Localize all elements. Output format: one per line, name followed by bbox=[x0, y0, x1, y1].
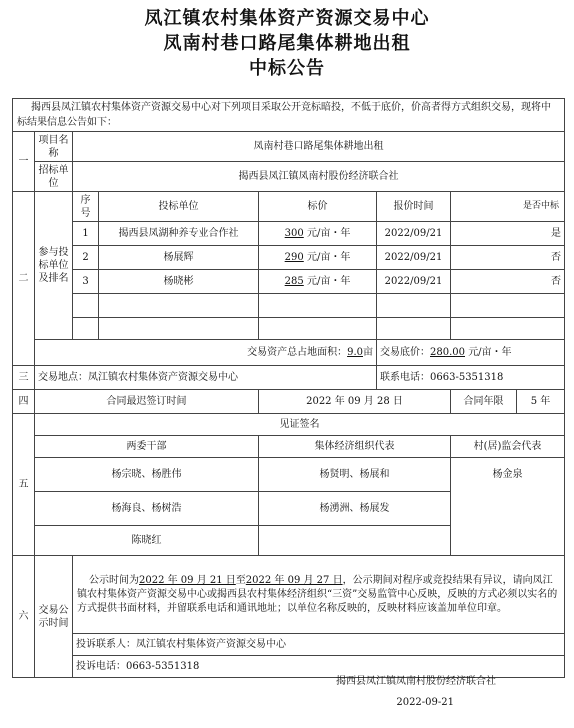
notice-text bbox=[73, 556, 565, 634]
row-3-won: 否 bbox=[451, 270, 565, 294]
row-1-price-value: 300 bbox=[284, 228, 304, 239]
row-2-price-value: 290 bbox=[284, 252, 304, 263]
row-1-price bbox=[259, 222, 377, 246]
row-1-bidder: 揭西县凤湖种养专业合作社 bbox=[99, 222, 259, 246]
witness-header: 见证签名 bbox=[35, 414, 565, 436]
witness-r2-cadres: 杨海良、杨树浩 bbox=[35, 492, 259, 526]
title-line-2: 凤南村巷口路尾集体耕地出租 bbox=[163, 33, 411, 54]
title-line-3: 中标公告 bbox=[249, 58, 325, 79]
header-price: 标价 bbox=[259, 192, 377, 222]
witness-col-collective: 集体经济组织代表 bbox=[259, 436, 451, 458]
row-2-bidder: 杨展辉 bbox=[99, 246, 259, 270]
row-1-seq: 1 bbox=[73, 222, 99, 246]
header-seq: 序号 bbox=[73, 192, 99, 222]
witness-r1-cadres: 杨宗晓、杨胜伟 bbox=[35, 458, 259, 492]
footer-date: 2022-09-21 bbox=[396, 697, 454, 708]
row-3-price-value: 285 bbox=[284, 276, 304, 287]
reserve-unit: 元/亩・年 bbox=[468, 347, 512, 358]
table-row-empty bbox=[13, 294, 565, 318]
row-1-price-unit: 元/亩・年 bbox=[306, 228, 351, 239]
announcement-table bbox=[12, 98, 565, 678]
header-won-text: 是否中标 bbox=[522, 201, 559, 211]
tenderer-value: 揭西县凤江镇凤南村股份经济联合社 bbox=[73, 162, 565, 192]
notice-end-date: 2022 年 09 月 27 日 bbox=[245, 574, 343, 586]
notice-period-label: 交易公示时间 bbox=[35, 556, 73, 678]
row-2-price bbox=[259, 246, 377, 270]
area-cell bbox=[35, 340, 377, 366]
witness-r3-collective bbox=[259, 526, 451, 556]
reserve-value: 280.00 bbox=[430, 347, 465, 358]
section-5-number: 五 bbox=[13, 414, 35, 556]
deadline-label: 合同最迟签订时间 bbox=[35, 390, 259, 414]
row-1-date: 2022/09/21 bbox=[377, 222, 451, 246]
reserve-cell bbox=[377, 340, 565, 366]
complaint-phone: 投诉电话：0663-5351318 bbox=[73, 656, 565, 678]
witness-r1-supervisory: 杨金泉 bbox=[451, 458, 565, 556]
footer-signature: 揭西县凤江镇凤南村股份经济联合社 bbox=[336, 676, 496, 687]
location: 交易地点：凤江镇农村集体资产资源交易中心 bbox=[35, 366, 377, 390]
witness-col-supervisory: 村(居)监会代表 bbox=[451, 436, 565, 458]
header-won bbox=[451, 192, 565, 222]
term-value: 5 年 bbox=[517, 390, 565, 414]
section-4-number: 四 bbox=[13, 390, 35, 414]
area-label: 交易资产总占地面积： bbox=[247, 347, 348, 358]
table-row-empty bbox=[13, 318, 565, 340]
row-2-price-unit: 元/亩・年 bbox=[306, 252, 351, 263]
row-3-date: 2022/09/21 bbox=[377, 270, 451, 294]
notice-pre: 公示时间为 bbox=[89, 574, 139, 586]
row-3-bidder: 杨晓彬 bbox=[99, 270, 259, 294]
witness-col-cadres: 两委干部 bbox=[35, 436, 259, 458]
row-3-price-unit: 元/亩・年 bbox=[306, 276, 351, 287]
header-bidder: 投标单位 bbox=[99, 192, 259, 222]
deadline-value: 2022 年 09 月 28 日 bbox=[259, 390, 451, 414]
section-3-number: 三 bbox=[13, 366, 35, 390]
bidders-label: 参与投标单位及排名 bbox=[35, 192, 73, 340]
section-1-number: 一 bbox=[13, 132, 35, 192]
row-2-won: 否 bbox=[451, 246, 565, 270]
section-6-number: 六 bbox=[13, 556, 35, 678]
title-line-1: 凤江镇农村集体资产资源交易中心 bbox=[144, 8, 430, 29]
tenderer-label: 招标单位 bbox=[35, 162, 73, 192]
section-2-number: 二 bbox=[13, 192, 35, 366]
reserve-label: 交易底价： bbox=[380, 347, 430, 358]
contact-phone: 联系电话：0663-5351318 bbox=[377, 366, 565, 390]
row-2-date: 2022/09/21 bbox=[377, 246, 451, 270]
notice-mid: 至 bbox=[235, 574, 246, 586]
title-block bbox=[0, 6, 574, 81]
table-row bbox=[13, 222, 565, 246]
term-label: 合同年限 bbox=[451, 390, 517, 414]
project-name-value: 凤南村巷口路尾集体耕地出租 bbox=[73, 132, 565, 162]
header-date: 报价时间 bbox=[377, 192, 451, 222]
row-3-price bbox=[259, 270, 377, 294]
witness-r1-collective: 杨贤明、杨展和 bbox=[259, 458, 451, 492]
intro-text: 揭西县凤江镇农村集体资产资源交易中心对下列项目采取公开竞标暗投，不低于底价，价高者得方式组织交易，现将中标结果信息公告如下： bbox=[13, 99, 565, 132]
complaint-contact: 投诉联系人：凤江镇农村集体资产资源交易中心 bbox=[73, 634, 565, 656]
row-2-seq: 2 bbox=[73, 246, 99, 270]
project-name-label: 项目名称 bbox=[35, 132, 73, 162]
row-3-seq: 3 bbox=[73, 270, 99, 294]
area-value: 9.0 bbox=[347, 347, 363, 358]
notice-post: ，公示期间对程序或竞投结果有异议，请向凤江镇农村集体资产资源交易中心或揭西县农村集体经济组织“三资”交易监管中心反映，反映的方式必须以实名的方式提供书面材料，并留联系电话和通讯地址；以单位名称反映的，反映材料应该盖加单位印章。 bbox=[77, 574, 558, 614]
witness-r2-collective: 杨湧洲、杨展发 bbox=[259, 492, 451, 526]
notice-start-date: 2022 年 09 月 21 日 bbox=[139, 574, 236, 586]
table-row bbox=[13, 246, 565, 270]
row-1-won: 是 bbox=[451, 222, 565, 246]
witness-r3-cadres: 陈晓红 bbox=[35, 526, 259, 556]
table-row bbox=[13, 270, 565, 294]
area-unit: 亩 bbox=[363, 347, 373, 358]
